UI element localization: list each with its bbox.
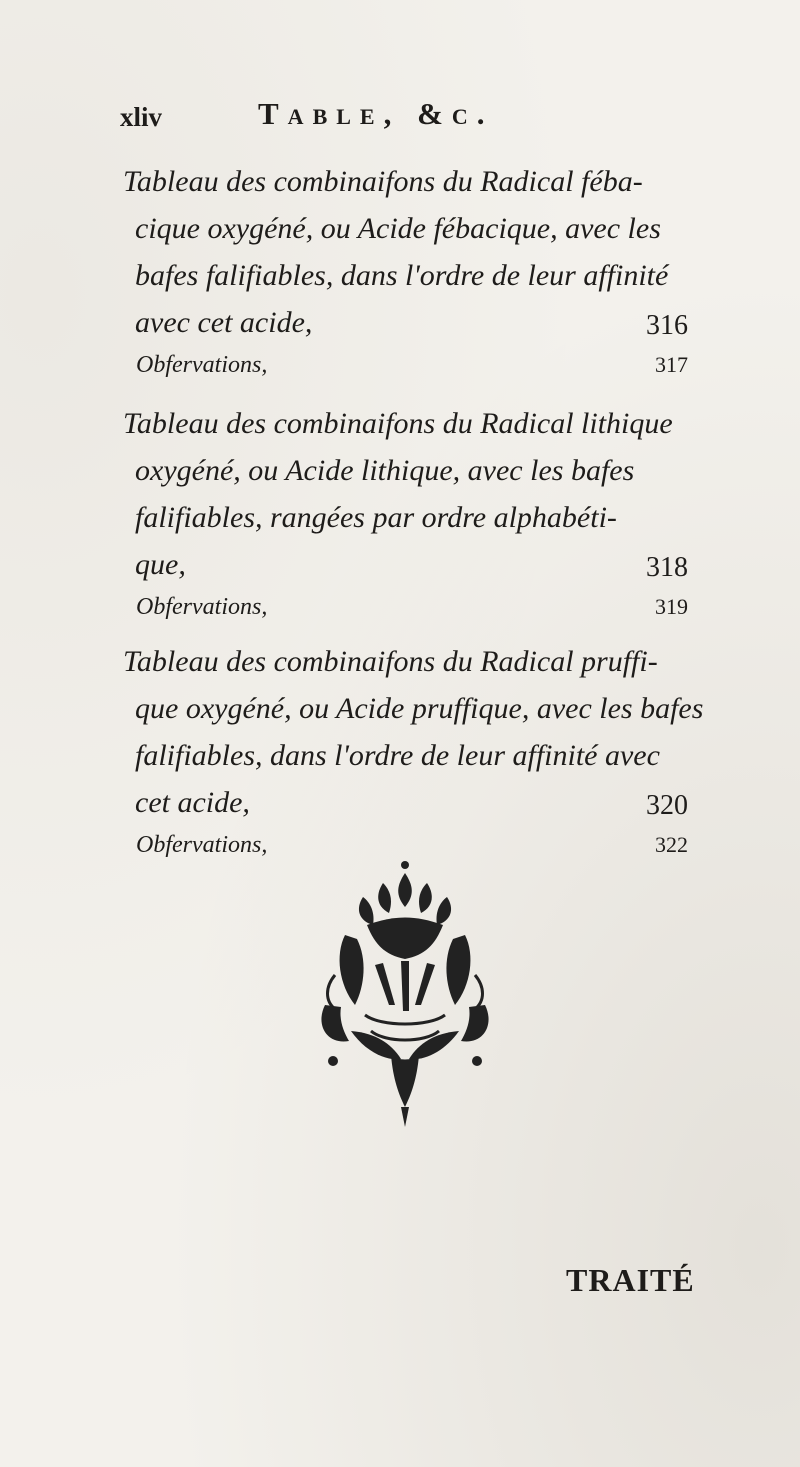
observations-label: Obfervations, [136,594,268,620]
floral-vignette-icon [305,855,505,1135]
catchword: TRAITÉ [566,1262,695,1298]
entry-line: cet acide, [135,786,250,819]
entry-line: Tableau des combinaifons du Radical féba- [123,165,643,198]
running-head [120,96,680,140]
toc-entry-sebacique [123,158,688,346]
entry-line: que oxygéné, ou Acide pruffique, avec les bafes [135,692,704,725]
toc-entry-prussique [123,638,704,826]
entry-line: avec cet acide, [135,306,313,339]
page-number: xliv [120,102,163,132]
toc-entry-lithique [123,400,688,588]
observations-label: Obfervations, [136,832,268,858]
entry-line: cique oxygéné, ou Acide fébacique, avec les [135,212,661,245]
observations-page-number: 322 [655,832,688,857]
entry-line: que, [135,548,186,581]
entry-line: falifiables, rangées par ordre alphabéti- [135,501,617,534]
entry-line: Tableau des combinaifons du Radical lithique [123,407,673,440]
running-title: Table, &c. [258,96,494,131]
observations-entry [136,588,688,628]
observations-page-number: 319 [655,594,688,619]
observations-page-number: 317 [655,352,688,377]
entry-line: oxygéné, ou Acide lithique, avec les bafes [135,454,635,487]
entry-line: bafes falifiables, dans l'ordre de leur affinité [135,259,669,292]
entry-page-number: 316 [646,310,688,341]
entry-page-number: 320 [646,790,688,821]
entry-line: falifiables, dans l'ordre de leur affinité avec [135,739,660,772]
entry-line: Tableau des combinaifons du Radical pruffi- [123,645,658,678]
observations-label: Obfervations, [136,352,268,378]
entry-page-number: 318 [646,552,688,583]
observations-entry [136,346,688,386]
